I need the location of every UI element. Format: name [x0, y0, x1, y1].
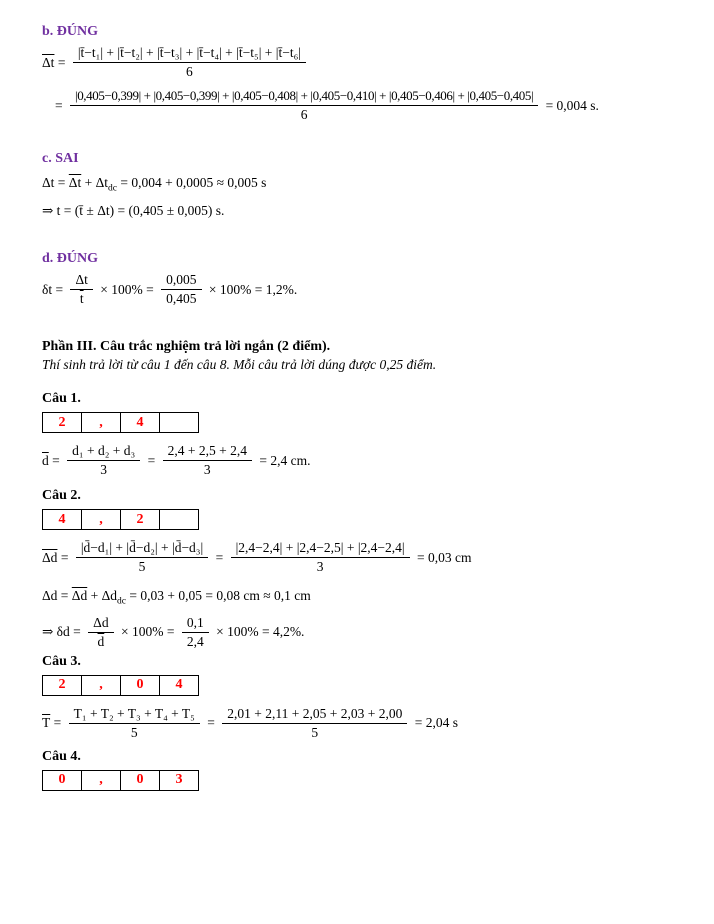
part-3-title: Phần III. Câu trắc nghiệm trả lời ngắn (2 điểm). — [42, 339, 331, 355]
answer-cell: 0 — [121, 770, 160, 790]
fraction — [69, 706, 200, 741]
fraction-denominator: 3 — [316, 559, 324, 575]
fraction-denominator: 6 — [300, 107, 308, 122]
answer-cell — [160, 413, 199, 433]
answer-cell: 3 — [160, 770, 199, 790]
answer-table-q1 — [42, 412, 199, 433]
answer-cell: 0 — [121, 675, 160, 695]
delta-d-mean-lhs: $\overline{\Delta d}$ — [42, 549, 58, 565]
overlined-term: $\overline{\Delta d}$ — [71, 588, 88, 604]
equation-result: × 100% = 4,2%. — [212, 624, 305, 640]
equation-text: + Δt — [81, 175, 109, 190]
question-1-label: Câu 1. — [42, 391, 81, 407]
fraction-numerator: 0,005 — [161, 272, 201, 290]
equals-sign: = — [50, 715, 65, 731]
fraction-denominator: 6 — [186, 64, 193, 79]
delta-t-total-equation — [42, 172, 694, 194]
subscript-dc: dc — [108, 183, 117, 194]
fraction — [70, 272, 92, 307]
fraction-numerator: d₁ + d₂ + d₃ — [67, 443, 140, 461]
fraction — [70, 88, 538, 123]
equals-sign: = — [57, 549, 72, 565]
fraction-denominator: 0,405 — [166, 291, 197, 307]
delta-t-mean-numeric-equation — [55, 88, 694, 123]
table-row — [43, 770, 199, 790]
fraction — [161, 272, 201, 307]
answer-cell: , — [82, 675, 121, 695]
fraction — [163, 443, 252, 478]
answer-cell: 4 — [160, 675, 199, 695]
fraction-numerator: 0,1 — [182, 615, 209, 633]
equation-result: × 100% = 1,2%. — [205, 281, 298, 297]
equation-text: × 100% = — [117, 624, 178, 640]
equation-text: ⇒ δd = — [42, 624, 85, 640]
equals-sign: = — [48, 452, 64, 468]
answer-cell: 2 — [43, 413, 82, 433]
equation-text: = 0,03 + 0,05 = 0,08 cm ≈ 0,1 cm — [126, 588, 311, 604]
answer-cell: 2 — [121, 510, 160, 530]
table-row — [43, 510, 199, 530]
equals-sign: = — [144, 452, 159, 468]
equation-text: + Δd — [87, 588, 118, 604]
part-3-instructions: Thí sinh trả lời từ câu 1 đến câu 8. Mỗi câu trả lời dúng được 0,25 điểm. — [42, 357, 437, 373]
section-d-heading: d. ĐÚNG — [42, 251, 99, 267]
answer-table-q3 — [42, 675, 199, 696]
fraction-numerator: Δd — [88, 615, 113, 633]
equals-sign: = — [212, 549, 227, 565]
t-mean-lhs: $\overline{T}$ — [42, 715, 51, 731]
fraction — [231, 540, 410, 575]
fraction-numerator: T₁ + T₂ + T₃ + T₄ + T₅ — [69, 706, 200, 724]
d-mean-equation — [42, 443, 694, 478]
equation-text: Δt = — [42, 175, 69, 190]
fraction — [222, 706, 407, 741]
equals-sign: = — [54, 54, 69, 70]
fraction — [73, 45, 306, 80]
answer-cell: 4 — [121, 413, 160, 433]
fraction — [76, 540, 208, 575]
equals-sign: = — [55, 97, 66, 113]
t-period-mean-equation — [42, 706, 694, 741]
answer-cell: , — [82, 770, 121, 790]
equation-result: = 2,04 s — [411, 715, 458, 731]
fraction-denominator: 5 — [138, 559, 146, 575]
fraction-numerator: |d̄−d₁| + |d̄−d₂| + |d̄−d₃| — [76, 540, 208, 558]
answer-cell: 2 — [43, 675, 82, 695]
question-2-label: Câu 2. — [42, 488, 81, 504]
section-c-heading: c. SAI — [42, 151, 79, 166]
answer-cell: 4 — [43, 510, 82, 530]
answer-cell — [160, 510, 199, 530]
delta-d-mean-equation — [42, 540, 694, 575]
equation-result: = 0,004 s. — [542, 97, 599, 113]
fraction-denominator: 3 — [203, 462, 211, 478]
table-row — [43, 675, 199, 695]
fraction — [88, 615, 113, 650]
answer-table-q2 — [42, 509, 199, 530]
subscript-dc: dc — [117, 596, 126, 607]
equation-text: × 100% = — [96, 281, 158, 297]
answer-cell: 0 — [43, 770, 82, 790]
delta-d-total-equation — [42, 585, 694, 607]
fraction-denominator: d — [97, 633, 105, 649]
fraction-denominator: 2,4 — [186, 633, 204, 649]
equation-text: Δd = — [42, 588, 72, 604]
delta-t-mean-lhs: $\overline{\Delta t}$ — [42, 54, 55, 70]
question-3-label: Câu 3. — [42, 653, 81, 669]
answer-cell: , — [82, 510, 121, 530]
t-result-equation: ⇒ t = (t̄ ± Δt) = (0,405 ± 0,005) s. — [42, 202, 225, 218]
fraction-numerator: 2,4 + 2,5 + 2,4 — [163, 443, 252, 461]
relative-error-t-equation — [42, 272, 694, 307]
fraction-numerator: |t̄−t₁| + |t̄−t₂| + |t̄−t₃| + |t̄−t₄| + |t̄−t₅| + |t̄−t₆| — [73, 45, 306, 63]
equation-result: = 2,4 cm. — [255, 452, 311, 468]
fraction-denominator: 5 — [311, 724, 319, 740]
equals-sign: = — [203, 715, 219, 731]
answer-cell: , — [82, 413, 121, 433]
overlined-term: $\overline{\Delta t}$ — [68, 175, 82, 190]
fraction-denominator: 3 — [100, 462, 108, 478]
equation-result: = 0,03 cm — [413, 549, 472, 565]
answer-table-q4 — [42, 770, 199, 791]
question-4-label: Câu 4. — [42, 748, 81, 764]
section-b-heading: b. ĐÚNG — [42, 24, 99, 39]
fraction — [182, 615, 209, 650]
table-row — [43, 413, 199, 433]
fraction-numerator: |2,4−2,4| + |2,4−2,5| + |2,4−2,4| — [231, 540, 410, 558]
fraction-numerator: 2,01 + 2,11 + 2,05 + 2,03 + 2,00 — [222, 706, 407, 724]
relative-error-d-equation — [42, 615, 694, 650]
fraction-numerator: Δt — [70, 272, 92, 290]
fraction — [67, 443, 140, 478]
d-mean-lhs: $\overline{d}$ — [42, 452, 49, 468]
fraction-denominator: 5 — [130, 724, 138, 740]
fraction-numerator: |0,405−0,399| + |0,405−0,399| + |0,405−0,408| + |0,405−0,410| + |0,405−0,406| + |0,405−0,405| — [70, 88, 538, 106]
equation-text: = 0,004 + 0,0005 ≈ 0,005 s — [117, 175, 267, 190]
equation-text: δt = — [42, 281, 67, 297]
fraction-denominator: t — [79, 291, 84, 307]
delta-t-mean-symbolic-equation — [42, 45, 694, 80]
